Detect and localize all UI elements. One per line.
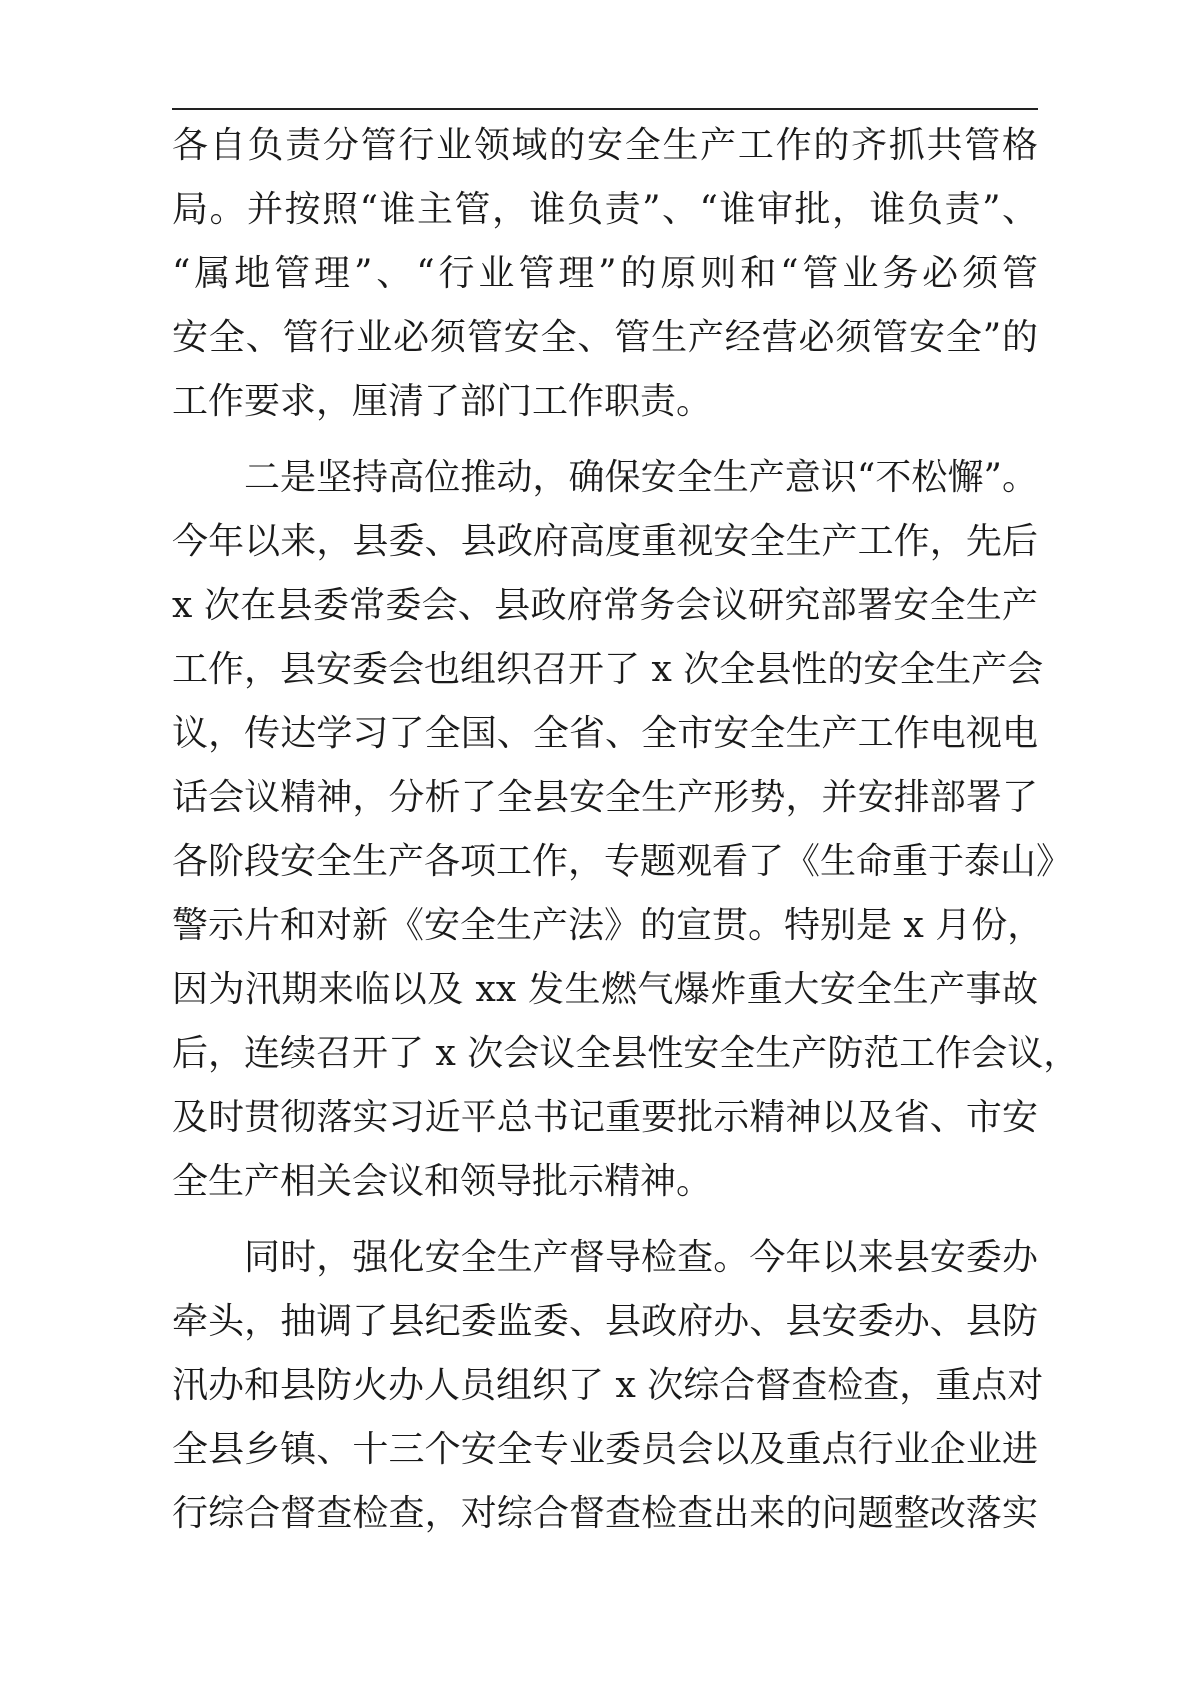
- text-line: 各阶段安全生产各项工作，专题观看了《生命重于泰山》: [172, 841, 1073, 882]
- text-line: 后，连续召开了 x 次会议全县性安全生产防范工作会议，: [172, 1033, 1080, 1074]
- text-line: 行综合督查检查，对综合督查检查出来的问题整改落实: [172, 1493, 1038, 1534]
- text-line: 及时贯彻落实习近平总书记重要批示精神以及省、市安: [172, 1097, 1038, 1138]
- text-line: 警示片和对新《安全生产法》的宣贯。特别是 x 月份，: [172, 905, 1044, 946]
- text-line: 因为汛期来临以及 xx 发生燃气爆炸重大安全生产事故: [172, 969, 1038, 1010]
- text-line: 同时，强化安全生产督导检查。今年以来县安委办: [244, 1237, 1038, 1278]
- paragraph-2: [172, 446, 1080, 1214]
- header-rule: [172, 108, 1038, 110]
- body-text: [172, 114, 1080, 1546]
- paragraph-3: [172, 1226, 1044, 1546]
- text-line: 牵头，抽调了县纪委监委、县政府办、县安委办、县防: [172, 1301, 1038, 1342]
- paragraph-1: [172, 114, 1038, 434]
- text-line: 工作，县安委会也组织召开了 x 次全县性的安全生产会: [172, 649, 1044, 690]
- text-line: 今年以来，县委、县政府高度重视安全生产工作，先后: [172, 521, 1038, 562]
- text-line: 汛办和县防火办人员组织了 x 次综合督查检查，重点对: [172, 1365, 1044, 1406]
- text-line: 各自负责分管行业领域的安全生产工作的齐抓共管格: [172, 125, 1038, 166]
- text-line: 全生产相关会议和领导批示精神。: [172, 1161, 713, 1202]
- text-line: “属地管理”、“行业管理”的原则和“管业务必须管: [172, 253, 1038, 294]
- text-line: 话会议精神，分析了全县安全生产形势，并安排部署了: [172, 777, 1038, 818]
- text-line: x 次在县委常委会、县政府常务会议研究部署安全生产: [172, 585, 1038, 626]
- text-line: 工作要求，厘清了部门工作职责。: [172, 381, 713, 422]
- paragraph-gap: [172, 1214, 1038, 1226]
- text-line: 二是坚持高位推动，确保安全生产意识“不松懈”。: [244, 457, 1038, 498]
- text-line: 安全、管行业必须管安全、管生产经营必须管安全”的: [172, 317, 1038, 358]
- text-line: 局。并按照“谁主管，谁负责”、“谁审批，谁负责”、: [172, 189, 1038, 230]
- text-line: 议，传达学习了全国、全省、全市安全生产工作电视电: [172, 713, 1038, 754]
- text-line: 全县乡镇、十三个安全专业委员会以及重点行业企业进: [172, 1429, 1038, 1470]
- paragraph-gap: [172, 434, 1038, 446]
